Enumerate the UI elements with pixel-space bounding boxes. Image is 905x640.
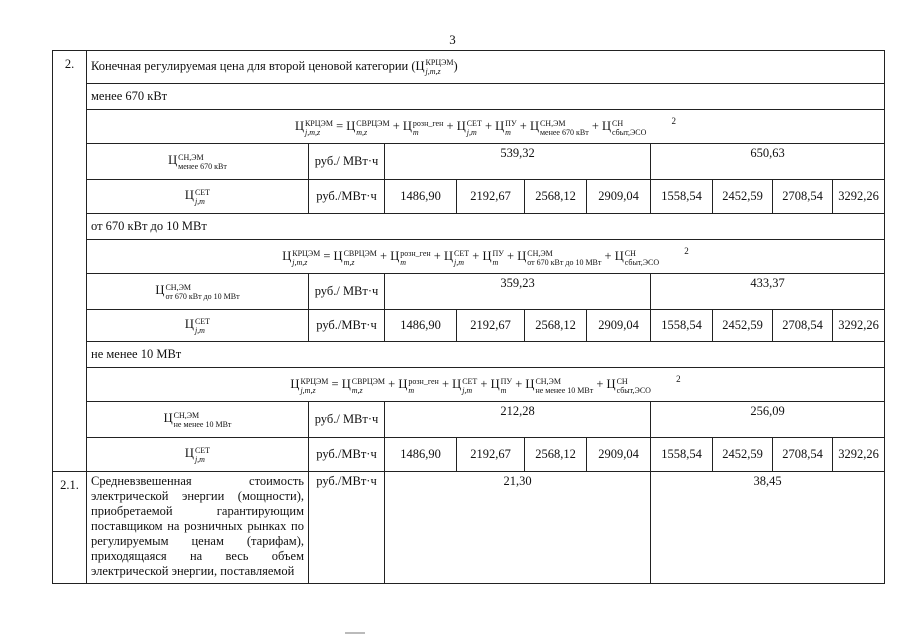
value-cell: 1486,90 — [385, 310, 457, 342]
section-title: Конечная регулируемая цена для второй ценовой категории (Ц КРЦЭМ j,m,z ) — [87, 51, 885, 84]
group-label: не менее 10 МВт — [87, 342, 885, 368]
row-number: 2.1. — [53, 472, 87, 584]
table-row — [53, 51, 885, 84]
value-cell: 2708,54 — [773, 310, 833, 342]
table-row — [53, 214, 885, 240]
value-cell: 3292,26 — [833, 310, 885, 342]
formula: Ц КРЦЭМ j,m,z = Ц СВРЦЭМ m,z + Ц розн_ген m + Ц СЕТ j,m + Ц ПУ m + Ц СН,ЭМ менее 670 кВт + Ц СН сбыт,ЭСО $^2$ — [87, 110, 885, 144]
footnote-mark: 2 — [671, 116, 677, 127]
footnote-mark: 2 — [684, 246, 689, 257]
value-cell: 650,63 — [651, 144, 885, 180]
table-row — [53, 368, 885, 402]
value-cell: 21,30 — [385, 472, 651, 584]
value-cell: 2909,04 — [587, 180, 651, 214]
unit-cell: руб./ МВт·ч — [309, 144, 385, 180]
value-cell: 2192,67 — [457, 310, 525, 342]
value-cell: 2708,54 — [773, 180, 833, 214]
unit-cell: руб./МВт·ч — [309, 438, 385, 472]
value-cell: 2452,59 — [713, 180, 773, 214]
value-cell: 1558,54 — [651, 310, 713, 342]
component-symbol: Ц СН,ЭМ от 670 кВт до 10 МВт — [87, 274, 309, 310]
page-number: 3 — [449, 32, 456, 47]
value-cell: 2192,67 — [457, 180, 525, 214]
value-cell: 2568,12 — [525, 438, 587, 472]
table-row — [53, 402, 885, 438]
value-cell: 212,28 — [385, 402, 651, 438]
table-row — [53, 144, 885, 180]
component-symbol: Ц СЕТ j,m — [87, 180, 309, 214]
value-cell: 1558,54 — [651, 438, 713, 472]
value-cell: 256,09 — [651, 402, 885, 438]
value-cell: 3292,26 — [833, 438, 885, 472]
tariff-table — [52, 50, 885, 584]
unit-cell: руб./ МВт·ч — [309, 274, 385, 310]
component-symbol: Ц СН,ЭМ менее 670 кВт — [87, 144, 309, 180]
row-number: 2. — [53, 51, 87, 472]
table-row — [53, 310, 885, 342]
table-row — [53, 84, 885, 110]
footnote-mark: 2 — [676, 374, 681, 385]
value-cell: 2708,54 — [773, 438, 833, 472]
table-row — [53, 472, 885, 584]
unit-cell: руб./МВт·ч — [309, 180, 385, 214]
component-symbol: Ц СЕТ j,m — [87, 438, 309, 472]
value-cell: 1486,90 — [385, 438, 457, 472]
value-cell: 3292,26 — [833, 180, 885, 214]
formula: Ц КРЦЭМ j,m,z = Ц СВРЦЭМ m,z + Ц розн_ген m + Ц СЕТ j,m + Ц ПУ m + Ц СН,ЭМ от 670 кВт до 10 МВт + Ц СН сбыт,ЭСО $^2$ — [87, 240, 885, 274]
scan-artifact — [345, 632, 365, 634]
value-cell: 2568,12 — [525, 180, 587, 214]
row-description: Средневзвешенная стоимость электрической энергии (мощности), приобретаемой гарантирующим поставщиком на розничных рынках по регулируемым ценам (тарифам), приходящаяся на весь объем электрической энергии, поставляемой — [87, 472, 309, 584]
table-row — [53, 110, 885, 144]
value-cell: 2452,59 — [713, 438, 773, 472]
value-cell: 2909,04 — [587, 310, 651, 342]
table-row — [53, 180, 885, 214]
value-cell: 38,45 — [651, 472, 885, 584]
unit-cell: руб./МВт·ч — [309, 310, 385, 342]
group-label: от 670 кВт до 10 МВт — [87, 214, 885, 240]
unit-cell: руб./ МВт·ч — [309, 402, 385, 438]
value-cell: 2192,67 — [457, 438, 525, 472]
value-cell: 1558,54 — [651, 180, 713, 214]
component-symbol: Ц СН,ЭМ не менее 10 МВт — [87, 402, 309, 438]
group-label: менее 670 кВт — [87, 84, 885, 110]
value-cell: 2452,59 — [713, 310, 773, 342]
value-cell: 359,23 — [385, 274, 651, 310]
component-symbol: Ц СЕТ j,m — [87, 310, 309, 342]
value-cell: 433,37 — [651, 274, 885, 310]
unit-cell: руб./МВт·ч — [309, 472, 385, 584]
table-row — [53, 342, 885, 368]
value-cell: 2568,12 — [525, 310, 587, 342]
value-cell: 2909,04 — [587, 438, 651, 472]
value-cell: 539,32 — [385, 144, 651, 180]
table-row — [53, 240, 885, 274]
table-row — [53, 438, 885, 472]
price-symbol: Ц КРЦЭМ j,m,z — [415, 58, 454, 76]
value-cell: 1486,90 — [385, 180, 457, 214]
table-row — [53, 274, 885, 310]
formula: Ц КРЦЭМ j,m,z = Ц СВРЦЭМ m,z + Ц розн_ген m + Ц СЕТ j,m + Ц ПУ m + Ц СН,ЭМ не менее 10 МВт + Ц СН сбыт,ЭСО $^2$ — [87, 368, 885, 402]
